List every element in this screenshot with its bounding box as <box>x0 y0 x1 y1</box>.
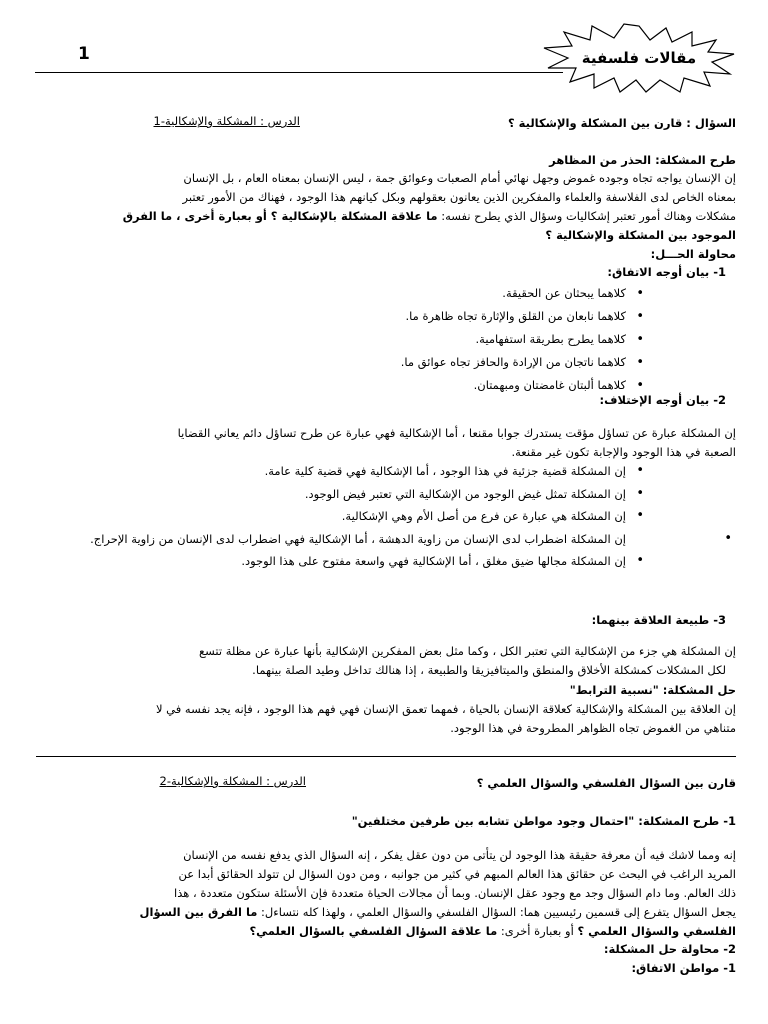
list-item: • كلاهما نابعان من القلق والإثارة تجاه ظاهرة ما. <box>36 305 648 328</box>
attempt-heading-2: 2- محاولة حل المشكلة: <box>603 942 736 956</box>
list-item: • كلاهما ناتجان من الإرادة والحافز تجاه عوائق ما. <box>36 351 648 374</box>
line-4-text: يجعل السؤال يتفرع إلى قسمين رئيسيين هما: السؤال الفلسفي والسؤال العلمي ، ولهذا كله نتساءل: <box>257 905 736 919</box>
intro-line <box>36 207 736 226</box>
agreement-heading-2: 1- مواطن الاتفاق: <box>631 961 736 975</box>
relation-paragraph <box>36 642 736 680</box>
section-divider <box>36 756 736 757</box>
line-5-part-b: أو بعبارة أخرى: <box>497 924 578 938</box>
question-2: قارن بين السؤال الفلسفي والسؤال العلمي ؟ <box>476 776 736 790</box>
line-5-part-c: ما علاقة السؤال الفلسفي بالسؤال العلمي؟ <box>249 924 498 938</box>
text-line <box>36 922 736 941</box>
lesson-label-2: الدرس : المشكلة والإشكالية-2 <box>159 774 306 788</box>
list-item: • إن المشكلة اضطراب لدى الإنسان من زاوية الدهشة ، أما الإشكالية فهي اضطراب لدى الإنسان من زاوية الإحراج. <box>0 528 736 551</box>
solution-heading-1 <box>36 681 736 700</box>
problem-heading-2: 1- طرح المشكلة: "احتمال وجود مواطن تشابه بين طرفين مختلفين" <box>351 814 736 828</box>
difference-list <box>36 460 648 573</box>
intro-paragraph-2 <box>36 846 736 941</box>
question-1: السؤال : قارن بين المشكلة والإشكالية ؟ <box>507 116 736 130</box>
list-item: • كلاهما يطرح بطريقة استفهامية. <box>36 328 648 351</box>
text-line: المريد الراغب في البحث عن حقائق هذا العالم المبهم في كثير من جوانبه ، ومن دون السؤال لن تتولد الحقائق أبدا عن <box>178 867 736 881</box>
attempt-heading-1: محاولة الحـــل: <box>650 247 736 261</box>
solution-title: حل المشكلة <box>667 683 736 697</box>
intro-line-3-text: مشكلات وهناك أمور تعتبر إشكاليات وسؤال الذي يطرح نفسه: <box>437 209 736 223</box>
text-line: إنه ومما لاشك فيه أن معرفة حقيقة هذا الوجود لن يتأتى من دون عقل يفكر ، إنه السؤال الذي يدفع نفسه من الإنسان <box>183 848 736 862</box>
intro-line: إن الإنسان يواجه تجاه وجوده غموض وجهل نهائي أمام الصعبات وعوائق جمة ، ليس الإنسان بمعناه العام ، بل الإنسان <box>183 171 736 185</box>
solution-quote: : "نسبية الترابط" <box>569 683 668 697</box>
intro-line: بمعناه الخاص لدى الفلاسفة والعلماء والمفكرين الذين يعانون بعقولهم وبكل كيانهم هذا الوجود ، فهناك من الأمور تعتبر <box>182 190 736 204</box>
list-item: • إن المشكلة تمثل غيض الوجود من الإشكالية التي تعتبر فيض الوجود. <box>36 483 648 506</box>
difference-heading-1: 2- بيان أوجه الإختلاف: <box>599 393 726 407</box>
lesson-label-1: الدرس : المشكلة والإشكالية-1 <box>153 114 300 128</box>
page-number: 1 <box>78 44 90 64</box>
list-item: • إن المشكلة قضية جزئية في هذا الوجود ، أما الإشكالية فهي قضية كلية عامة. <box>36 460 648 483</box>
text-line <box>36 903 736 922</box>
list-item: • كلاهما يبحثان عن الحقيقة. <box>36 282 648 305</box>
solution-paragraph <box>36 700 736 738</box>
agreement-list <box>36 282 648 397</box>
text-line: ذلك العالم. وما دام السؤال وجد مع وجود عقل الإنسان. وبما أن مجالات الحياة متعددة فإن الأسئلة ستكون متعددة ، هذا <box>174 886 736 900</box>
text-line: متناهي من الغموض تجاه الظواهر المطروحة في هذا الوجود. <box>450 721 736 735</box>
line-4-question: ما الفرق بين السؤال <box>139 905 258 919</box>
text-line: الصعبة في هذا الوجود والإجابة تكون غير مقنعة. <box>511 445 736 459</box>
agreement-heading-1: 1- بيان أوجه الاتفاق: <box>607 265 726 279</box>
text-line: إن المشكلة عبارة عن تساؤل مؤقت يستدرك جوابا مقنعا ، أما الإشكالية فهي عبارة عن طرح تساؤل دائم يعاني القضايا <box>177 426 736 440</box>
line-5-part-a: الفلسفي والسؤال العلمي ؟ <box>577 924 736 938</box>
title-badge <box>534 22 744 94</box>
text-line: إن العلاقة بين المشكلة والإشكالية كعلاقة الإنسان بالحياة ، فمهما تعمق الإنسان فهي فهم هذا الوجود ، فإنه يجد نفسه في لا <box>155 702 736 716</box>
text-line: لكل المشكلات كمشكلة الأخلاق والمنطق والميتافيزيقا والطبيعة ، إذا هنالك تداخل وطيد الصلة بينهما. <box>252 663 726 677</box>
list-item: • إن المشكلة هي عبارة عن فرع من أصل الأم وهي الإشكالية. <box>36 505 648 528</box>
list-item: • كلاهما ألبتان غامضتان ومبهمتان. <box>36 374 648 397</box>
intro-line-3-question: ما علاقة المشكلة بالإشكالية ؟ أو بعبارة أخرى ، ما الفرق <box>122 209 438 223</box>
problem-heading-1: طرح المشكلة: الحذر من المظاهر <box>549 153 736 167</box>
relation-heading-1: 3- طبيعة العلاقة بينهما: <box>591 613 726 627</box>
text-line: إن المشكلة هي جزء من الإشكالية التي تعتبر الكل ، وكما مثل بعض المفكرين الإشكالية بأنها عبارة عن مظلة تتسع <box>198 644 736 658</box>
badge-title: مقالات فلسفية <box>581 49 697 67</box>
list-item: • إن المشكلة مجالها ضيق مغلق ، أما الإشكالية فهي واسعة مفتوح على هذا الوجود. <box>36 550 648 573</box>
header-rule <box>35 72 563 73</box>
intro-line: الموجود بين المشكلة والإشكالية ؟ <box>545 228 736 242</box>
intro-paragraph-1 <box>36 169 736 245</box>
difference-intro <box>36 424 736 462</box>
